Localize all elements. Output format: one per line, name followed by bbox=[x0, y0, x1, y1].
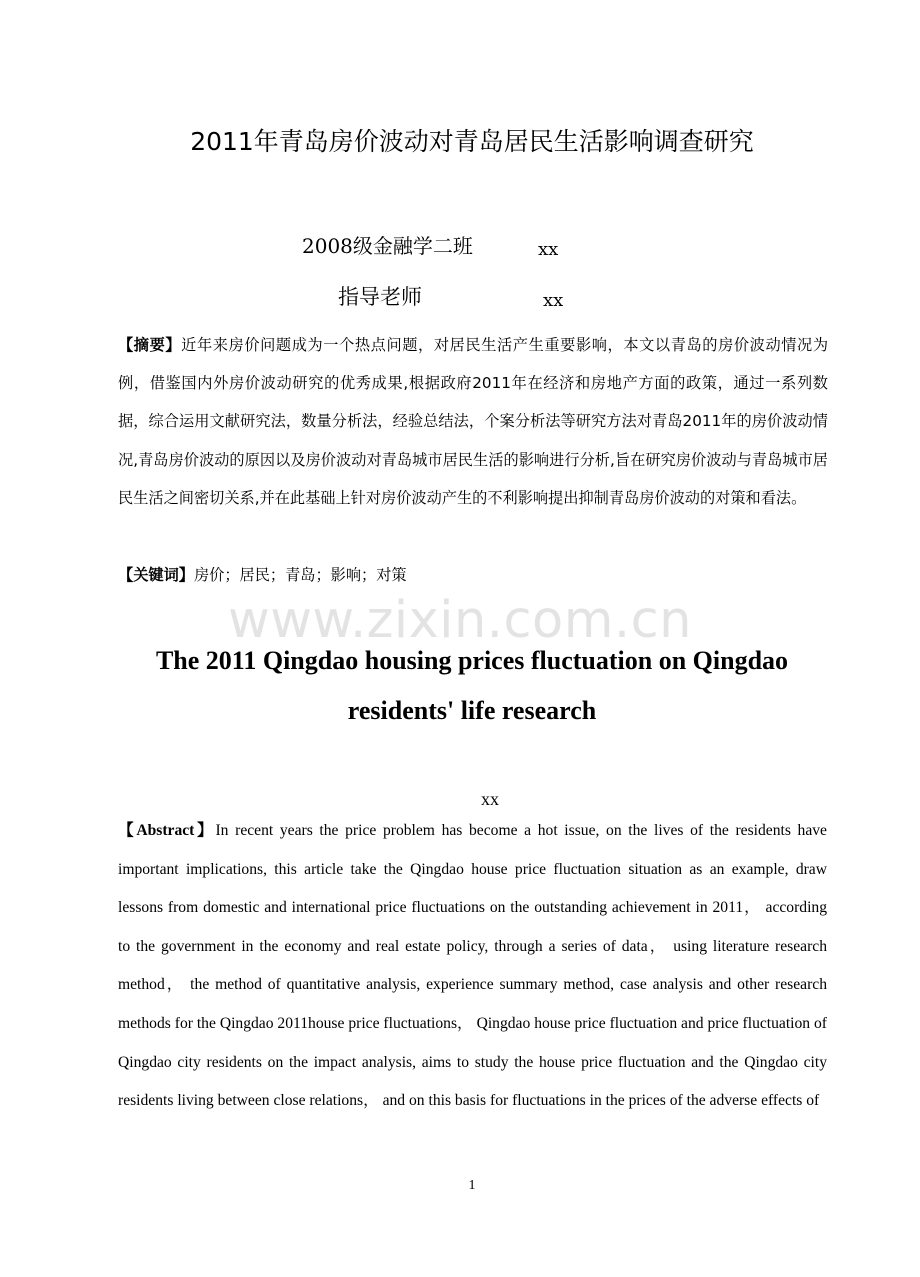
english-title-line-2: residents' life research bbox=[347, 696, 597, 725]
english-title bbox=[0, 636, 920, 736]
english-title-line-1: The 2011 Qingdao housing prices fluctuation on Qingdao bbox=[155, 646, 789, 675]
watermark: www.zixin.com.cn bbox=[228, 591, 692, 650]
class-name: 2008级金融学二班 bbox=[302, 234, 473, 258]
chinese-keywords-label: 【关键词】 bbox=[118, 566, 194, 584]
english-abstract-label: 【Abstract】 bbox=[118, 822, 216, 839]
chinese-abstract bbox=[118, 326, 828, 517]
chinese-title: 2011年青岛房价波动对青岛居民生活影响调查研究 bbox=[190, 127, 754, 156]
english-author: xx bbox=[481, 789, 499, 809]
chinese-keywords-text: 房价；居民；青岛；影响；对策 bbox=[193, 566, 407, 584]
advisor-name: xx bbox=[543, 290, 564, 311]
student-name: xx bbox=[538, 239, 559, 260]
chinese-abstract-text: 近年来房价问题成为一个热点问题，对居民生活产生重要影响，本文以青岛的房价波动情况为例，借鉴国内外房价波动研究的优秀成果,根据政府2011年在经济和房地产方面的政策，通过一系列数据，综合运用文献研究法，数量分析法，经验总结法，个案分析法等研究方法对青岛2011年的房价波动情况,青岛房价波动的原因以及房价波动对青岛城市居民生活的影响进行分析,旨在研究房价波动与青岛城市居民生活之间密切关系,并在此基础上针对房价波动产生的不利影响提出抑制青岛房价波动的对策和看法。 bbox=[118, 336, 829, 507]
english-abstract-text: In recent years the price problem has become a hot issue, on the lives of the residents have important implications, this article take the Qingdao house price fluctuation situation as an example, draw lessons from domestic and international price fluctuations on the outstanding achievement in 2011， according to the government in the economy and real estate policy, through a series of data， using literature research method， the method of quantitative analysis, experience summary method, case analysis and other research methods for the Qingdao 2011house price fluctuations， Qingdao house price fluctuation and price fluctuation of Qingdao city residents on the impact analysis, aims to study the house price fluctuation and the Qingdao city residents living between close relations， and on this basis for fluctuations in the prices of the adverse effects of bbox=[118, 822, 827, 1110]
page-number: 1 bbox=[468, 1178, 476, 1193]
advisor-label: 指导老师 bbox=[338, 285, 422, 309]
chinese-abstract-label: 【摘要】 bbox=[118, 336, 182, 354]
english-abstract bbox=[118, 812, 827, 1121]
